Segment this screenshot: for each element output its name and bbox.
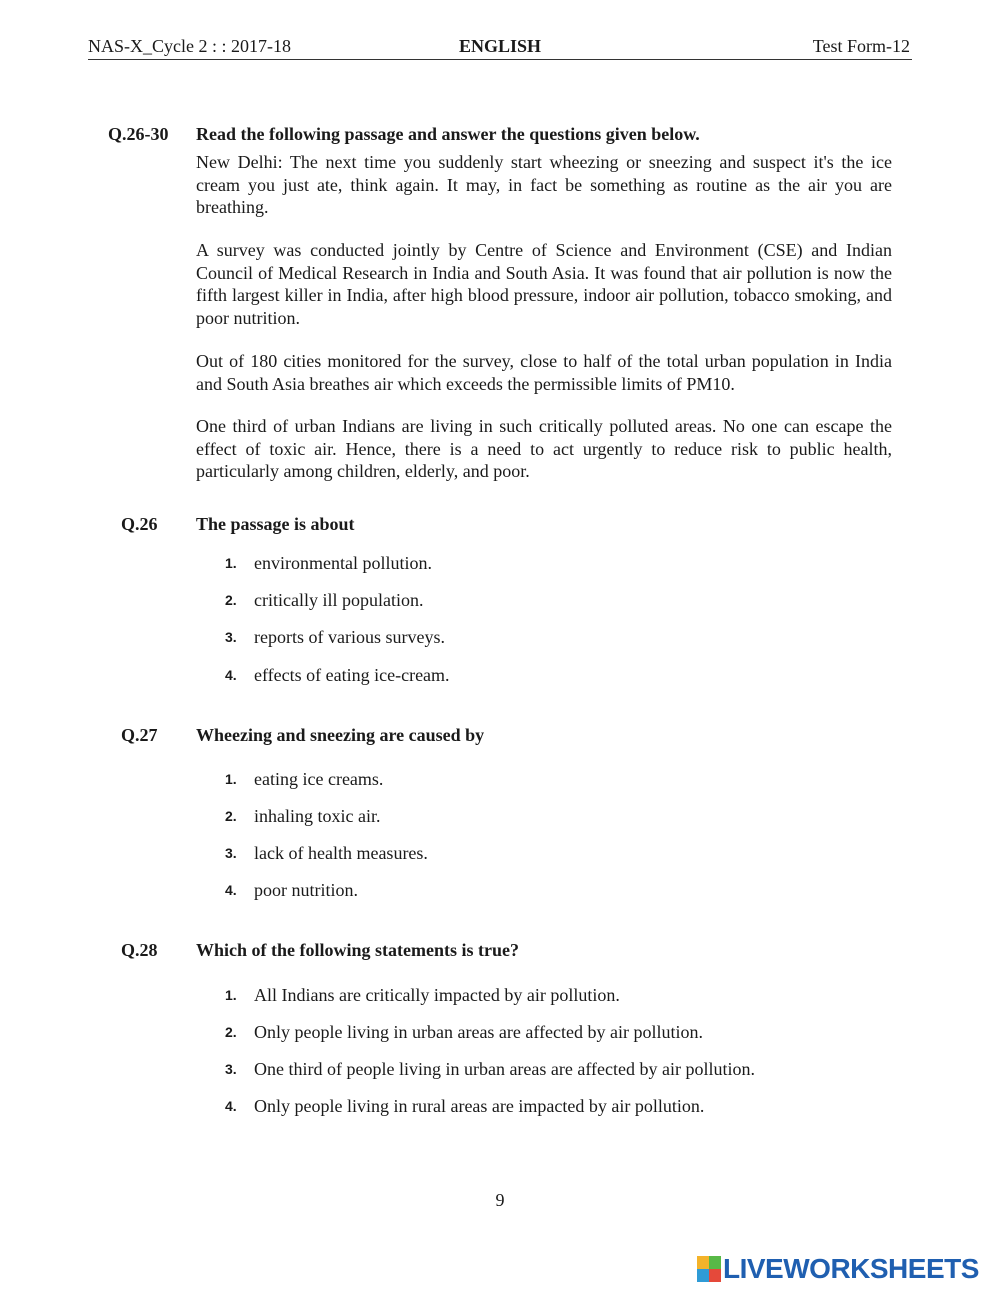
question-number: Q.27 <box>121 725 158 745</box>
option-text[interactable]: reports of various surveys. <box>254 627 445 647</box>
passage-paragraph-1: New Delhi: The next time you suddenly start wheezing or sneezing and suspect it's the ice cream you just ate, think again. It may, in fact be something as routine as the air you are breathing. <box>196 152 892 218</box>
option-text[interactable]: Only people living in urban areas are affected by air pollution. <box>254 1022 704 1042</box>
option-number: 2. <box>225 808 237 824</box>
option-text[interactable]: Only people living in rural areas are impacted by air pollution. <box>254 1096 705 1116</box>
option-text[interactable]: critically ill population. <box>254 590 424 610</box>
option-text[interactable]: eating ice creams. <box>254 769 384 789</box>
passage-paragraph-2: A survey was conducted jointly by Centre of Science and Environment (CSE) and Indian Council of Medical Research in India and South Asia. It was found that air pollution is now the fifth largest killer in India, after high blood pressure, indoor air pollution, tobacco smoking, and poor nutrition. <box>196 240 892 328</box>
liveworksheets-logo-text: LIVEWORKSHEETS <box>723 1253 979 1284</box>
header-rule <box>88 59 912 60</box>
option-text[interactable]: One third of people living in urban areas are affected by air pollution. <box>254 1059 755 1079</box>
question-number: Q.28 <box>121 940 158 960</box>
option-text[interactable]: All Indians are critically impacted by air pollution. <box>254 985 620 1005</box>
page-number: 9 <box>495 1190 505 1210</box>
question-prompt: Wheezing and sneezing are caused by <box>196 725 485 745</box>
option-number: 4. <box>225 1098 237 1114</box>
option-text[interactable]: environmental pollution. <box>254 553 432 573</box>
header-test-cycle: NAS-X_Cycle 2 : : 2017-18 <box>88 36 291 56</box>
logo-square-2 <box>709 1256 721 1269</box>
passage-paragraph-4: One third of urban Indians are living in such critically polluted areas. No one can escape the effect of toxic air. Hence, there is a need to act urgently to reduce risk to public health, particularly among children, elderly, and poor. <box>196 416 892 482</box>
option-number: 4. <box>225 882 237 898</box>
liveworksheets-logo <box>697 1254 979 1284</box>
logo-square-4 <box>709 1269 721 1282</box>
option-text[interactable]: poor nutrition. <box>254 880 358 900</box>
question-number: Q.26 <box>121 514 158 534</box>
option-number: 3. <box>225 1061 237 1077</box>
header-subject: ENGLISH <box>458 36 542 56</box>
passage-paragraph-3: Out of 180 cities monitored for the survey, close to half of the total urban population in India and South Asia breathes air which exceeds the permissible limits of PM10. <box>196 351 892 394</box>
option-number: 4. <box>225 667 237 683</box>
passage-instruction: Read the following passage and answer the questions given below. <box>196 124 700 144</box>
option-text[interactable]: effects of eating ice-cream. <box>254 665 450 685</box>
header-test-form: Test Form-12 <box>812 36 910 56</box>
option-number: 3. <box>225 629 237 645</box>
option-number: 3. <box>225 845 237 861</box>
option-text[interactable]: lack of health measures. <box>254 843 428 863</box>
option-number: 2. <box>225 1024 237 1040</box>
option-number: 1. <box>225 771 237 787</box>
liveworksheets-logo-icon <box>697 1256 721 1282</box>
question-prompt: The passage is about <box>196 514 355 534</box>
option-number: 1. <box>225 987 237 1003</box>
option-number: 2. <box>225 592 237 608</box>
logo-square-3 <box>697 1269 709 1282</box>
passage-number: Q.26-30 <box>108 124 169 144</box>
logo-square-1 <box>697 1256 709 1269</box>
option-text[interactable]: inhaling toxic air. <box>254 806 381 826</box>
option-number: 1. <box>225 555 237 571</box>
question-prompt: Which of the following statements is true? <box>196 940 519 960</box>
